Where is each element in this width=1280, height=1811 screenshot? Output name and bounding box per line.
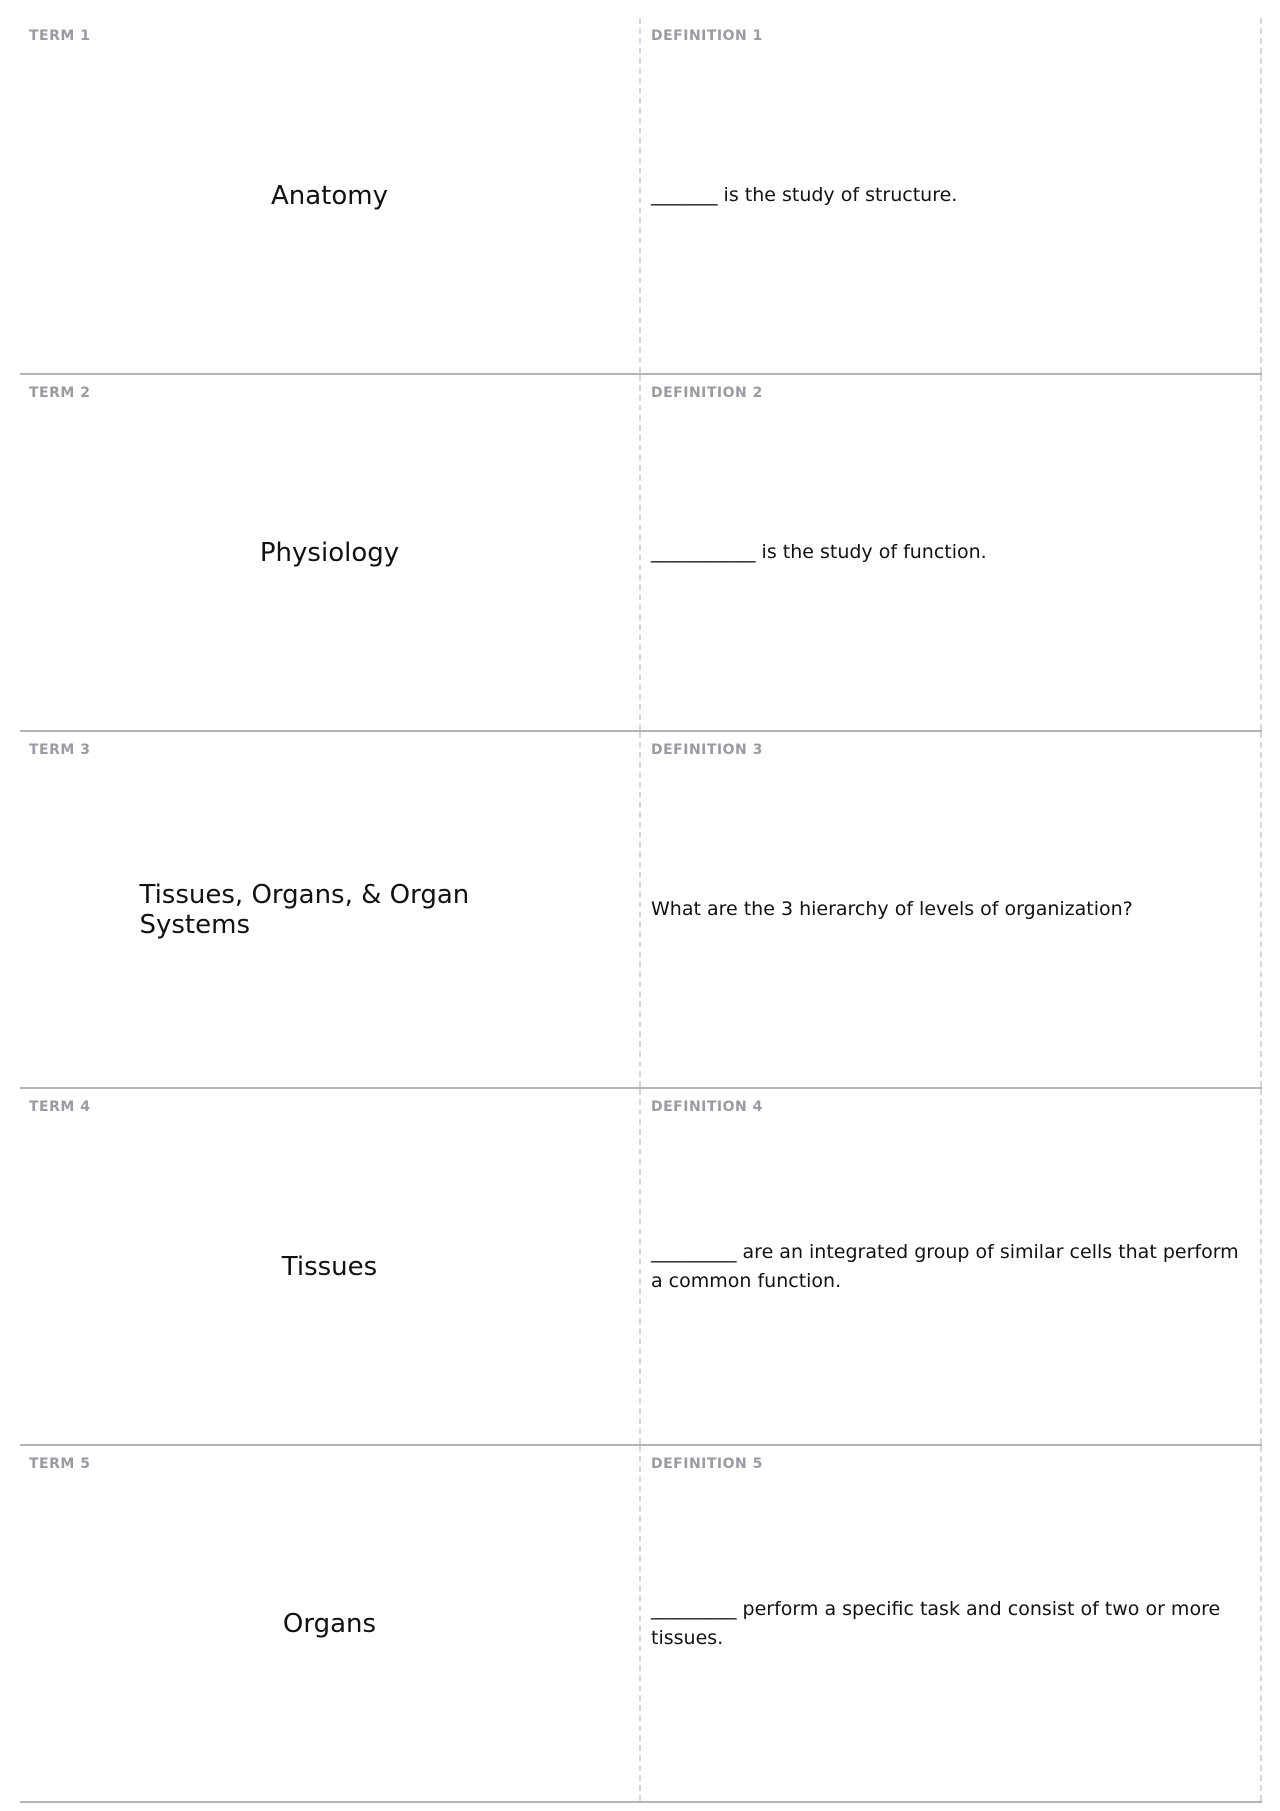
term-cell-5: [20, 1446, 641, 1801]
term-cell-2: [20, 375, 641, 730]
definition-cell-4: [641, 1089, 1262, 1444]
flashcard-sheet: [20, 18, 1262, 1803]
term-text-1: Anatomy: [270, 180, 388, 211]
term-label-1: TERM 1: [29, 28, 91, 44]
definition-label-3: DEFINITION 3: [651, 742, 763, 758]
term-label-5: TERM 5: [29, 1456, 91, 1472]
term-label-3: TERM 3: [29, 742, 91, 758]
definition-cell-3: [641, 732, 1262, 1087]
flashcard-row-3: [20, 732, 1262, 1089]
definition-cell-5: [641, 1446, 1262, 1801]
term-cell-4: [20, 1089, 641, 1444]
term-text-3: Tissues, Organs, & Organ Systems: [139, 879, 470, 940]
definition-text-2: ___________ is the study of function.: [651, 541, 987, 563]
term-text-5: Organs: [282, 1608, 377, 1639]
flashcard-row-4: [20, 1089, 1262, 1446]
term-text-2: Physiology: [259, 537, 400, 568]
term-cell-1: [20, 18, 641, 373]
term-text-4: Tissues: [281, 1251, 378, 1282]
definition-label-2: DEFINITION 2: [651, 385, 763, 401]
definition-cell-2: [641, 375, 1262, 730]
term-label-4: TERM 4: [29, 1099, 91, 1115]
definition-label-1: DEFINITION 1: [651, 28, 763, 44]
flashcard-row-2: [20, 375, 1262, 732]
term-cell-3: [20, 732, 641, 1087]
definition-text-4: _________ are an integrated group of similar cells that perform a common function.: [651, 1240, 1245, 1292]
definition-text-1: _______ is the study of structure.: [651, 184, 958, 206]
flashcard-row-5: [20, 1446, 1262, 1803]
definition-label-4: DEFINITION 4: [651, 1099, 763, 1115]
term-label-2: TERM 2: [29, 385, 91, 401]
definition-cell-1: [641, 18, 1262, 373]
definition-text-5: _________ perform a specific task and consist of two or more tissues.: [651, 1597, 1227, 1649]
flashcard-row-1: [20, 18, 1262, 375]
definition-label-5: DEFINITION 5: [651, 1456, 763, 1472]
definition-text-3: What are the 3 hierarchy of levels of organization?: [651, 898, 1133, 920]
